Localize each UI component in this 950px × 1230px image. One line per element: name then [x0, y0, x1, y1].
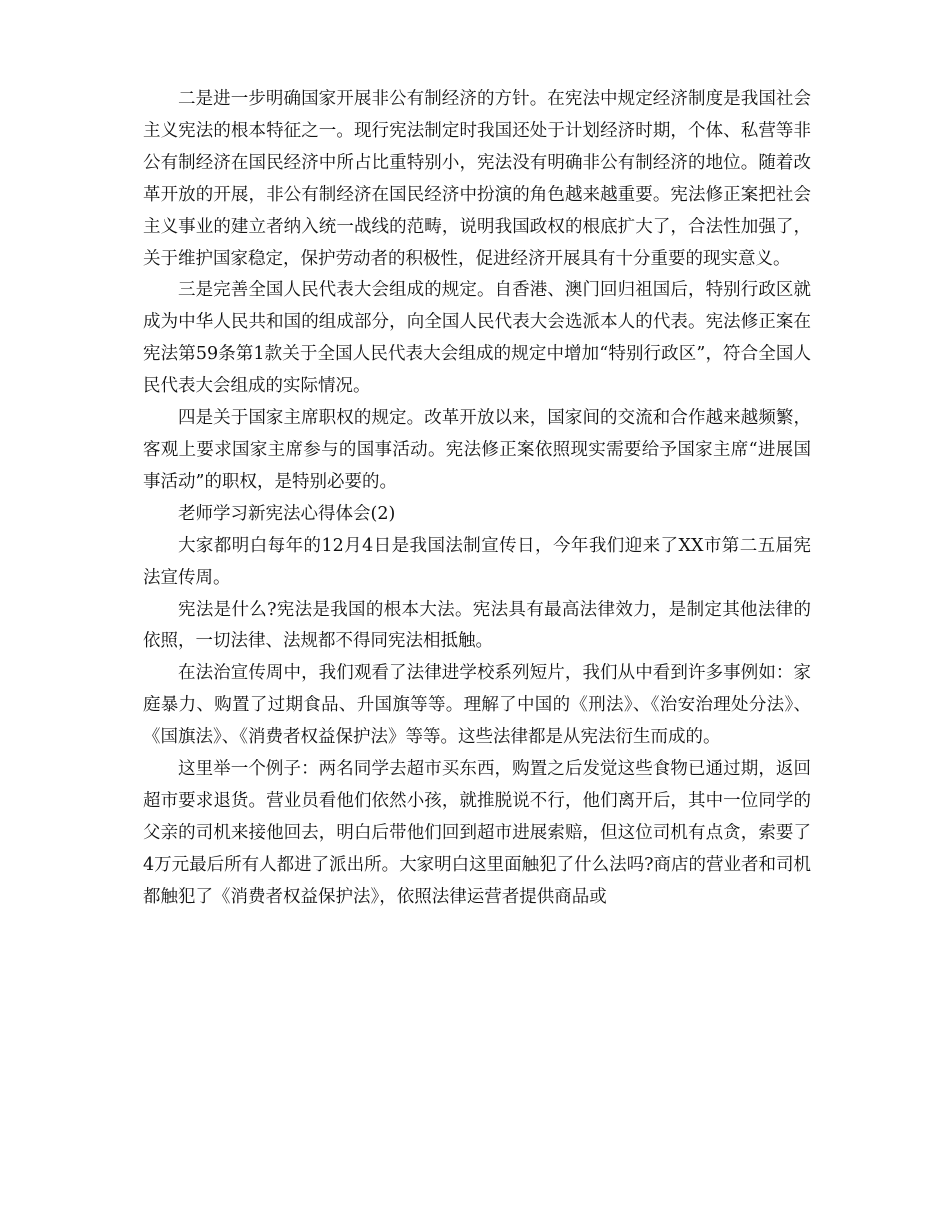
- paragraph-president-powers: 四是关于国家主席职权的规定。改革开放以来，国家间的交流和合作越来越频繁，客观上要求国家主席参与的国事活动。宪法修正案依照现实需要给予国家主席“进展国事活动”的职权，是特别必要的。: [143, 408, 811, 492]
- paragraph-npc-composition: 三是完善全国人民代表大会组成的规定。自香港、澳门回归祖国后，特别行政区就成为中华人民共和国的组成部分，向全国人民代表大会选派本人的代表。宪法修正案在宪法第59条第1款关于全国人民代表大会组成的规定中增加“特别行政区”，符合全国人民代表大会组成的实际情况。: [143, 280, 811, 397]
- paragraph-example: 这里举一个例子：两名同学去超市买东西，购置之后发觉这些食物已通过期，返回超市要求退货。营业员看他们依然小孩，就推脱说不行，他们离开后，其中一位同学的父亲的司机来接他回去，明白后带他们回到超市进展索赔，但这位司机有点贪，索要了4万元最后所有人都进了派出所。大家明白这里面触犯了什么法吗?商店的营业者和司机都触犯了《消费者权益保护法》，依照法律运营者提供商品或: [143, 759, 812, 907]
- paragraph-publicity-week: 在法治宣传周中，我们观看了法律进学校系列短片，我们从中看到许多事例如：家庭暴力、购置了过期食品、升国旗等等。理解了中国的《刑法》、《治安治理处分法》、《国旗法》、《消费者权益保护法》等等。这些法律都是从宪法衍生而成的。: [143, 663, 811, 748]
- section-heading: 老师学习新宪法心得体会(2): [178, 503, 396, 524]
- paragraph-economy-policy: 二是进一步明确国家开展非公有制经济的方针。在宪法中规定经济制度是我国社会主义宪法的根本特征之一。现行宪法制定时我国还处于计划经济时期，个体、私营等非公有制经济在国民经济中所占比重特别小，宪法没有明确非公有制经济的地位。随着改革开放的开展，非公有制经济在国民经济中扮演的角色越来越重要。宪法修正案把社会主义事业的建立者纳入统一战线的范畴，说明我国政权的根底扩大了，合法性加强了，关于维护国家稳定，保护劳动者的积极性，促进经济开展具有十分重要的现实意义。: [143, 89, 811, 269]
- paragraph-what-is-constitution: 宪法是什么?宪法是我国的根本大法。宪法具有最高法律效力，是制定其他法律的依照，一切法律、法规都不得同宪法相抵触。: [143, 599, 811, 652]
- document-body: [143, 84, 811, 914]
- paragraph-legal-day: 大家都明白每年的12月4日是我国法制宣传日，今年我们迎来了XX市第二五届宪法宣传周。: [143, 535, 811, 588]
